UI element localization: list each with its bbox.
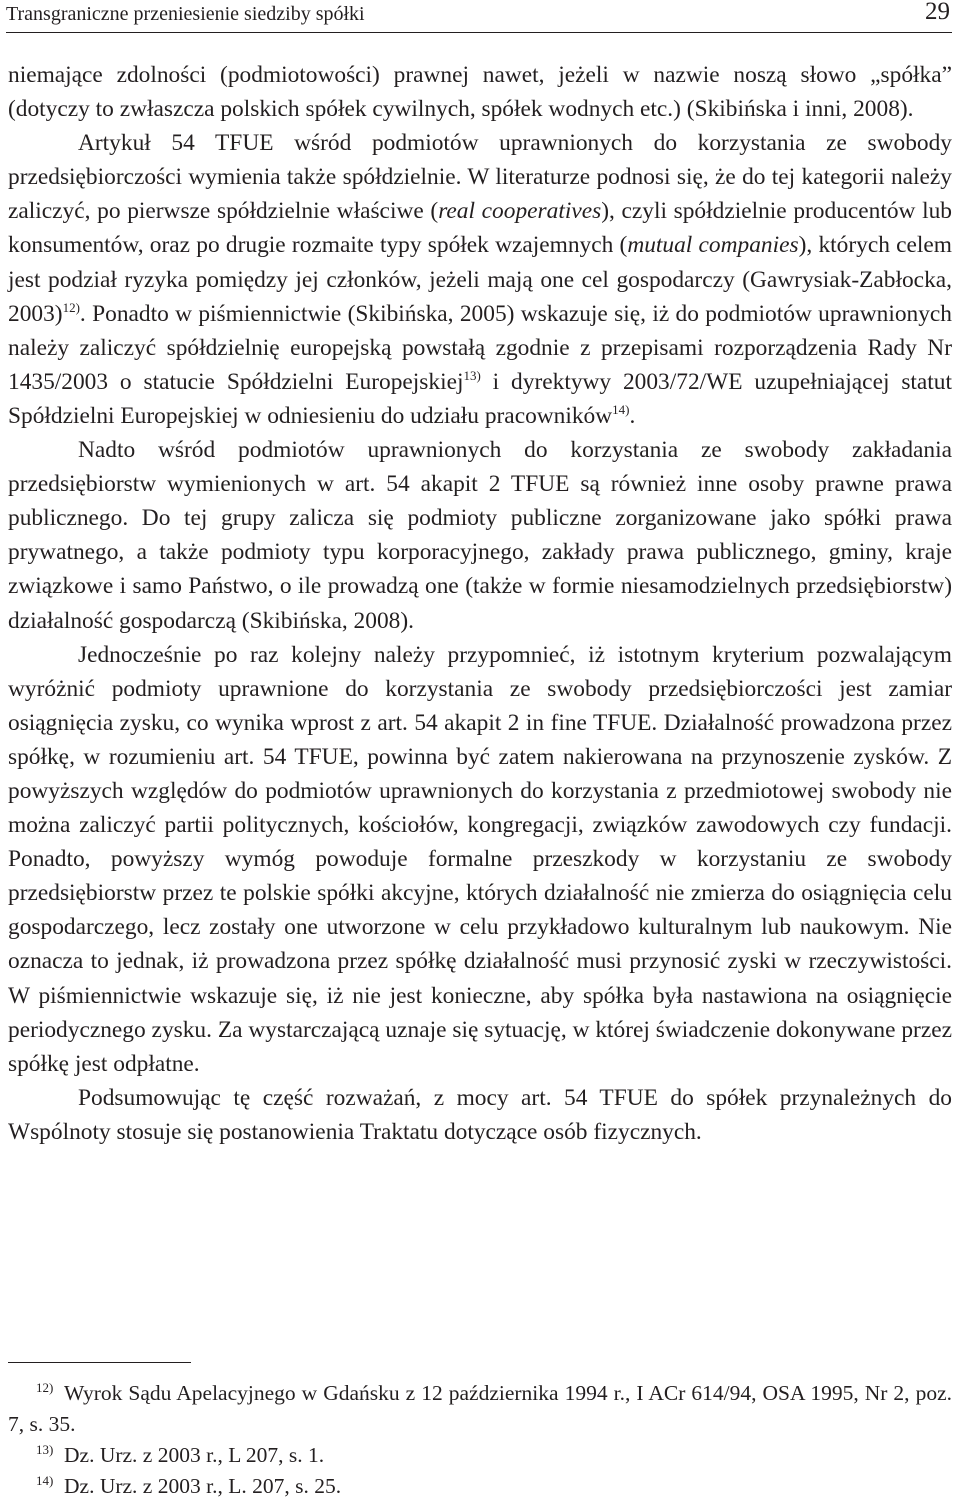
- italic-term-mutual-companies: mutual companies: [627, 232, 799, 259]
- paragraph-1: [8, 58, 952, 126]
- paragraph-2-text-c: ), których celem jest podział ryzyka pomiędzy jej członków, jeżeli mają one cel gospodarczy (Gawrysiak-Zabłocka, 2003): [8, 232, 952, 327]
- paragraph-2-text-d: . Ponadto w piśmiennictwie (Skibińska, 2005) wskazuje się, iż do podmiotów uprawnionych należy zaliczyć spółdzielnię europejską powstałą zgodnie z przepisami rozporządzenia Rady Nr 1435/2003 o statucie Spółdzielni Europejskiej: [8, 300, 952, 395]
- paragraph-2-text-a: Artykuł 54 TFUE wśród podmiotów uprawnionych do korzystania ze swobody przedsiębiorczości wymienia także spółdzielnie. W literaturze podnosi się, że do tej kategorii należy zaliczyć, po pierwsze spółdzielnie właściwe (: [8, 130, 952, 225]
- footnotes: [8, 1378, 952, 1502]
- paragraph-5-text: Podsumowując tę część rozważań, z mocy art. 54 TFUE do spółek przynależnych do Wspólnoty stosuje się postanowienia Traktatu dotyczące osób fizycznych.: [8, 1084, 952, 1145]
- paragraph-2: [8, 126, 952, 433]
- paragraph-2-text-b: ), czyli spółdzielnie producentów lub konsumentów, oraz po drugie rozmaite typy spółek wzajemnych (: [8, 198, 953, 259]
- paragraph-5: [8, 1081, 952, 1149]
- page-number: 29: [925, 0, 950, 25]
- footnote-14: 14) Dz. Urz. z 2003 r., L. 207, s. 25.: [36, 1473, 342, 1498]
- footnote-text: Wyrok Sądu Apelacyjnego w Gdańsku z 12 października 1994 r., I ACr 614/94, OSA 1995, Nr 2, poz. 7, s. 35.: [8, 1381, 952, 1436]
- italic-term-real-cooperatives: real cooperatives: [438, 198, 602, 225]
- footnote-separator: [8, 1362, 191, 1363]
- footnote-text: Dz. Urz. z 2003 r., L 207, s. 1.: [64, 1443, 325, 1467]
- footnote-text: Dz. Urz. z 2003 r., L. 207, s. 25.: [64, 1474, 342, 1498]
- paragraph-3-text: Nadto wśród podmiotów uprawnionych do korzystania ze swobody zakładania przedsiębiorstw wymienionych w art. 54 akapit 2 TFUE są również inne osoby prawne prawa publicznego. Do tej grupy zalicza się podmioty publiczne zorganizowane jako spółki prawa prywatnego, a także podmioty typu korporacyjnego, zakłady prawa publicznego, gminy, kraje związkowe i samo Państwo, o ile prowadzą one (także w formie niesamodzielnych przedsiębiorstw) działalność gospodarczą (Skibińska, 2008).: [8, 437, 952, 634]
- paragraph-4-text: Jednocześnie po raz kolejny należy przypomnieć, iż istotnym kryterium pozwalającym wyróżnić podmioty uprawnione do korzystania ze swobody przedsiębiorczości jest zamiar osiągnięcia zysku, co wynika wprost z art. 54 akapit 2 in fine TFUE. Działalność prowadzona przez spółkę, w rozumieniu art. 54 TFUE, powinna być zatem nakierowana na przynoszenie zysków. Z powyższych względów do podmiotów uprawnionych do korzystania z przedmiotowej swobody nie można zaliczyć partii politycznych, kościołów, kongregacji, związków zawodowych czy fundacji. Ponadto, powyższy wymóg powoduje formalne przeszkody w korzystaniu ze swobody przedsiębiorstw przez te polskie spółki akcyjne, których działalność nie zmierza do osiągnięcia celu gospodarczego, lecz zostały one utworzone w celu przykładowo kulturalnym lub naukowym. Nie oznacza to jednak, iż prowadzona przez spółkę działalność musi przynosić zyski w rzeczywistości. W piśmiennictwie wskazuje się, iż nie jest konieczne, aby spółka była nastawiona na osiągnięcie periodycznego zysku. Za wystarczającą uznaje się sytuację, w której świadczenie dokonywane przez spółkę jest odpłatne.: [8, 641, 952, 1077]
- paragraph-1-text: niemające zdolności (podmiotowości) prawnej nawet, jeżeli w nazwie noszą słowo „spółka” (dotyczy to zwłaszcza polskich spółek cywilnych, spółek wodnych etc.) (Skibińska i inni, 2008).: [8, 62, 952, 123]
- footnote-13: 13) Dz. Urz. z 2003 r., L 207, s. 1.: [36, 1442, 325, 1467]
- paragraph-4: [8, 638, 952, 1081]
- footnote-ref-12: 12): [62, 299, 80, 315]
- running-title: Transgraniczne przeniesienie siedziby spółki: [6, 3, 365, 25]
- paragraph-3: [8, 433, 952, 638]
- main-text: [8, 58, 952, 1149]
- footnote-ref-13: 13): [463, 367, 481, 383]
- paragraph-2-text-e: i dyrektywy 2003/72/WE uzupełniającej statut Spółdzielni Europejskiej w odniesieniu do udziału pracowników: [8, 368, 952, 429]
- footnote-12: 12) Wyrok Sądu Apelacyjnego w Gdańsku z 12 października 1994 r., I ACr 614/94, OSA 1995, Nr 2, poz. 7, s. 35.: [8, 1380, 952, 1436]
- running-header: [6, 0, 952, 33]
- paragraph-2-text-f: .: [629, 402, 636, 429]
- footnote-ref-14: 14): [612, 401, 630, 417]
